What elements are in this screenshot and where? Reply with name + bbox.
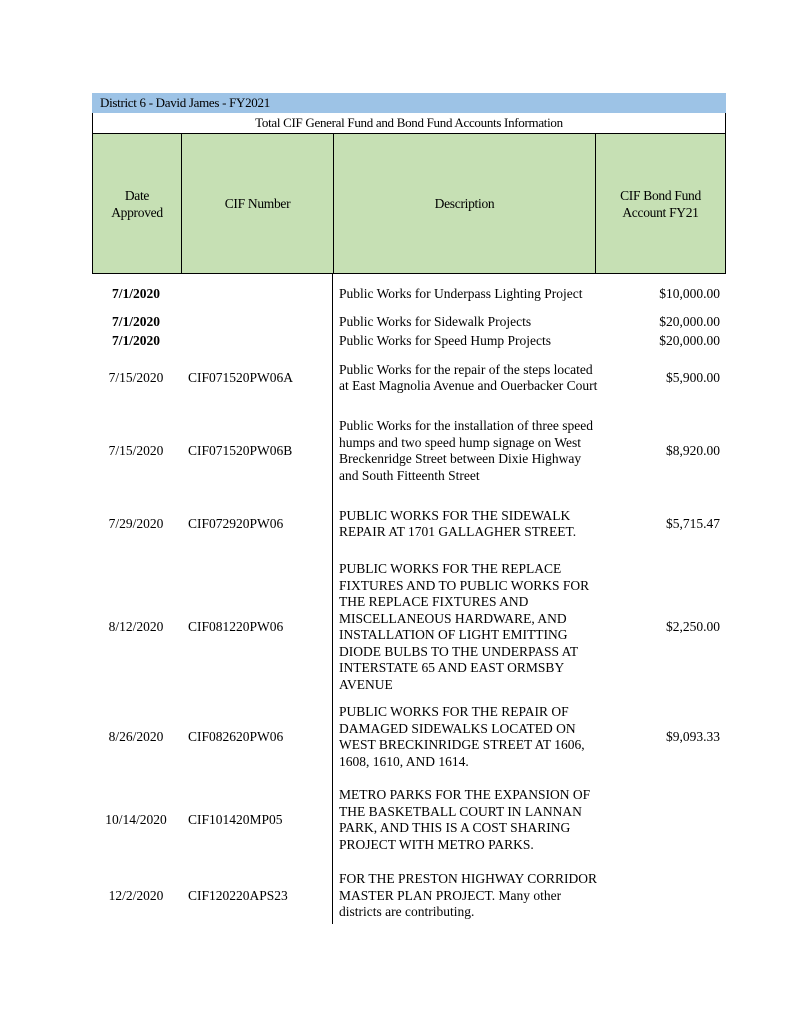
description-cell: PUBLIC WORKS FOR THE REPLACE FIXTURES AND TO PUBLIC WORKS FOR THE REPLACE FIXTURES AND MISCELLANEOUS HARDWARE, AND INSTALLATION OF LIGHT EMITTING DIODE BULBS TO THE UNDERPASS AT INTERSTATE 65 AND EAST ORMSBY AVENUE — [339, 561, 590, 692]
table-row — [92, 497, 726, 551]
cif-number-cell — [188, 313, 338, 331]
cif-number-cell: CIF101420MP05 — [188, 811, 283, 827]
amount-cell: $20,000.00 — [659, 332, 720, 348]
date-cell: 7/15/2020 — [108, 369, 164, 385]
amount-cell: $5,900.00 — [666, 369, 720, 385]
table-subtitle: Total CIF General Fund and Bond Fund Accounts Information — [92, 113, 726, 133]
cif-number-cell: CIF081220PW06 — [188, 618, 284, 634]
amount-cell: $2,250.00 — [666, 618, 720, 634]
description-cell: Public Works for the installation of three speed humps and two speed hump signage on West Breckenridge Street between Dixie Highway and South Fitteenth Street — [339, 418, 593, 483]
table-row — [92, 352, 726, 404]
header-description: Description — [333, 134, 595, 273]
table-row — [92, 560, 726, 694]
description-cell: Public Works for Sidewalk Projects — [339, 313, 532, 329]
header-cif-number: CIF Number — [181, 134, 333, 273]
amount-cell — [600, 778, 720, 862]
header-bond-fund-amount: CIF Bond Fund Account FY21 — [595, 134, 725, 273]
table-row — [92, 277, 726, 311]
table-row — [92, 332, 726, 350]
amount-cell: $8,920.00 — [666, 442, 720, 458]
cif-number-cell: CIF071520PW06A — [188, 369, 294, 385]
description-cell: METRO PARKS FOR THE EXPANSION OF THE BASKETBALL COURT IN LANNAN PARK, AND THIS IS A COST SHARING PROJECT WITH METRO PARKS. — [339, 787, 591, 852]
table-row — [92, 778, 726, 862]
description-cell: Public Works for Underpass Lighting Project — [339, 285, 583, 301]
cif-number-cell: CIF072920PW06 — [188, 515, 284, 531]
description-cell: Public Works for Speed Hump Projects — [339, 332, 552, 348]
date-cell: 8/26/2020 — [108, 728, 164, 744]
cif-number-cell — [188, 332, 338, 350]
description-cell: Public Works for the repair of the steps located at East Magnolia Avenue and Ouerbacker Court — [339, 361, 598, 393]
table-row — [92, 702, 726, 772]
cif-number-cell: CIF071520PW06B — [188, 442, 293, 458]
date-cell: 12/2/2020 — [108, 887, 164, 903]
description-cell: PUBLIC WORKS FOR THE SIDEWALK REPAIR AT 1701 GALLAGHER STREET. — [339, 507, 577, 539]
table-row — [92, 417, 726, 485]
amount-cell — [600, 870, 720, 922]
date-cell: 7/1/2020 — [111, 313, 160, 329]
description-cell: PUBLIC WORKS FOR THE REPAIR OF DAMAGED SIDEWALKS LOCATED ON WEST BRECKINRIDGE STREET AT 1606, 1608, 1610, AND 1614. — [339, 704, 585, 769]
date-cell: 7/29/2020 — [108, 515, 164, 531]
amount-cell: $10,000.00 — [659, 285, 720, 301]
header-date-approved: Date Approved — [93, 134, 181, 273]
amount-cell: $20,000.00 — [659, 313, 720, 329]
table-row — [92, 870, 726, 922]
cif-number-cell: CIF120220APS23 — [188, 887, 288, 903]
date-cell: 8/12/2020 — [108, 618, 164, 634]
amount-cell: $5,715.47 — [666, 515, 720, 531]
cif-number-cell: CIF082620PW06 — [188, 728, 284, 744]
amount-cell: $9,093.33 — [666, 728, 720, 744]
table-row — [92, 313, 726, 331]
district-banner: District 6 - David James - FY2021 — [92, 93, 726, 113]
cif-number-cell — [188, 277, 338, 311]
date-cell: 7/1/2020 — [111, 332, 160, 348]
date-cell: 7/15/2020 — [108, 442, 164, 458]
date-cell: 7/1/2020 — [111, 285, 160, 301]
description-cell: FOR THE PRESTON HIGHWAY CORRIDOR MASTER PLAN PROJECT. Many other districts are contributing. — [339, 871, 598, 920]
table-header — [92, 133, 726, 274]
date-cell: 10/14/2020 — [105, 811, 167, 827]
